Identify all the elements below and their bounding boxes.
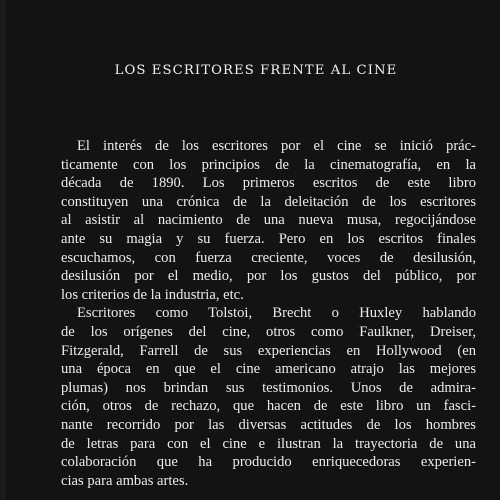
text-line: una época en que el cine americano atrajo las mejores <box>61 361 476 378</box>
text-line: cias para ambas artes. <box>61 472 189 489</box>
cover-blurb <box>61 137 476 490</box>
blurb-paragraph-2 <box>61 304 476 490</box>
text-line: al asistir al nacimiento de una nueva musa, regocijándose <box>61 212 476 229</box>
text-line: de los orígenes del cine, otros como Faulkner, Dreiser, <box>61 323 476 340</box>
text-line: El interés de los escritores por el cine se inició prác- <box>77 138 476 154</box>
text-line: constituyen una crónica de la deleitación de los escritores <box>61 193 476 210</box>
text-line: ante su magia y su fuerza. Pero en los escritos finales <box>61 230 476 247</box>
text-line: década de 1890. Los primeros escritos de este libro <box>61 175 476 192</box>
text-line: Escritores como Tolstoi, Brecht o Huxley hablando <box>77 305 476 322</box>
text-line: los criterios de la industria, etc. <box>61 286 244 303</box>
text-line: nante recorrido por las diversas actitudes de los hombres <box>61 416 476 433</box>
text-line: plumas) nos brindan sus testimonios. Unos de admira- <box>61 379 476 396</box>
text-line: escuchamos, con fuerza creciente, voces de desilusión, <box>61 249 476 266</box>
text-line: colaboración que ha producido enriquecedoras experien- <box>61 454 476 471</box>
text-line: Fitzgerald, Farrell de sus experiencias en Hollywood (en <box>61 342 476 359</box>
blurb-paragraph-1 <box>61 137 476 304</box>
text-line: desilusión por el medio, por los gustos del público, por <box>61 268 476 285</box>
cover-title: LOS ESCRITORES FRENTE AL CINE <box>114 63 398 78</box>
text-line: ción, otros de rechazo, que hacen de este libro un fasci- <box>61 398 476 415</box>
text-line: de letras para con el cine e ilustran la trayectoria de una <box>61 435 476 452</box>
text-line: ticamente con los principios de la cinematografía, en la <box>61 156 476 173</box>
